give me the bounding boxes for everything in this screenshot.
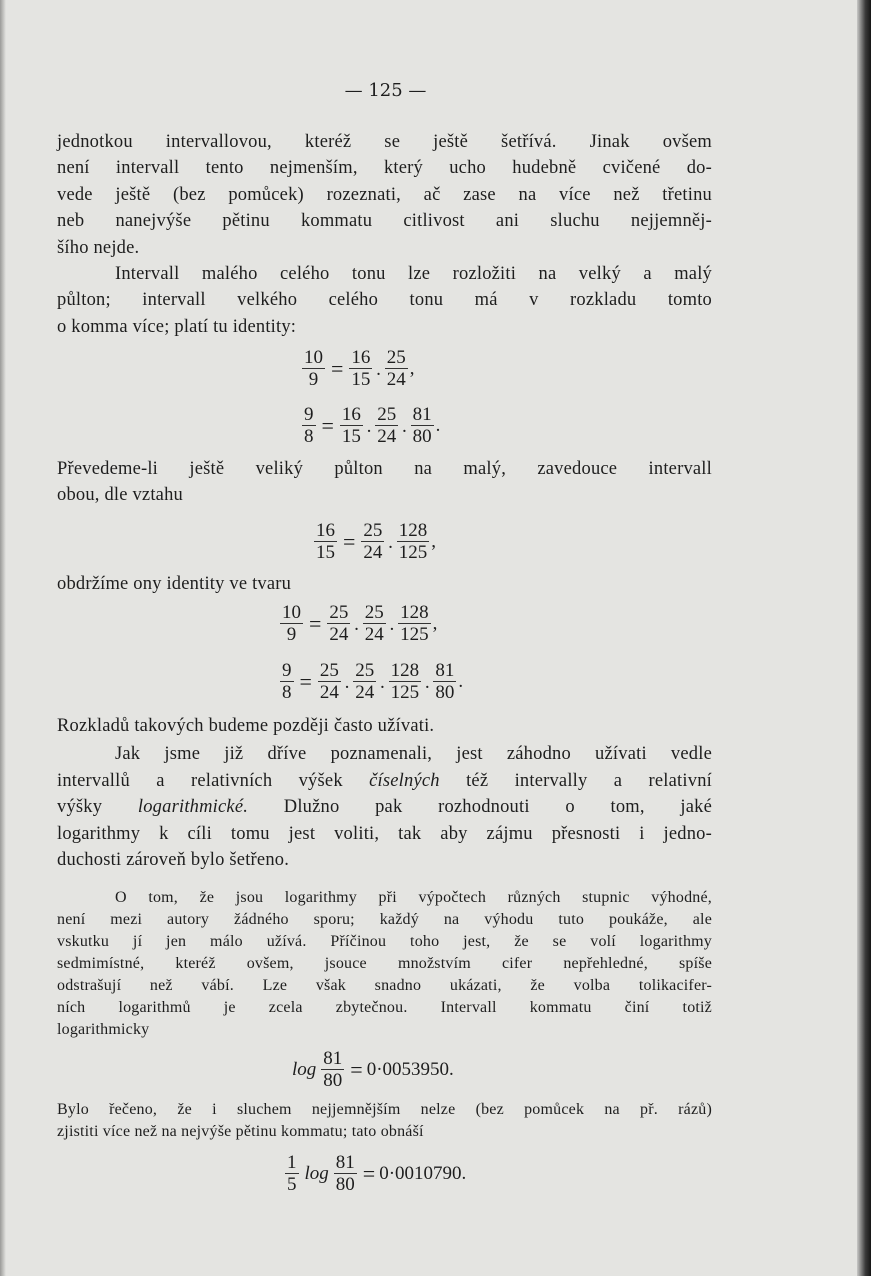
math-term: 80 [412,426,432,447]
math-term: 25 [355,660,375,681]
math-term: · [343,676,351,698]
text-line: šího nejde. [57,238,140,258]
math-term: 15 [341,426,361,447]
math-term: 24 [355,682,375,703]
math-term: · [365,420,373,442]
fraction [389,660,422,703]
math-term: = [331,355,344,381]
math-term: 25 [363,520,383,541]
math-term: 8 [282,682,292,703]
text-span: intervallů a relativních výšek [57,771,370,791]
math-term: 24 [319,682,339,703]
math-term: 25 [329,602,349,623]
text-span: výšky [57,797,138,817]
math-term: = [343,528,356,554]
math-term: 128 [398,520,428,541]
math-term: 1 [287,1152,297,1173]
small-text-line: zjistiti více než na nejvýše pětinu kommatu; tato obnáší [57,1123,424,1140]
scan-edge-right [857,0,871,1276]
text-line: není intervall tento nejmenším, který ucho hudebně cvičené do- [57,158,712,178]
math-term: 81 [435,660,455,681]
math-term: 25 [377,404,397,425]
fraction [280,660,294,703]
math-term: = [309,610,322,636]
math-term: log [292,1058,317,1080]
fraction [318,660,341,703]
equation-1 [300,347,415,390]
fraction [433,660,456,703]
math-term: = [299,668,312,694]
math-term: 24 [386,369,406,390]
equation-5 [278,660,463,703]
math-term: 25 [319,660,339,681]
math-term: · [401,420,408,442]
math-term: 25 [364,602,384,623]
text-line: půlton; intervall velkého celého tonu má v rozkladu tomto [57,290,712,310]
text-span: číselných [369,771,440,791]
equation-3 [312,520,436,563]
math-term: 0·0010790. [379,1162,467,1184]
fraction [385,347,408,390]
text-line: Rozkladů takových budeme později často užívati. [57,716,435,736]
math-term: · [379,676,386,698]
text-line: neb nanejvýše pětinu kommatu citlivost ani sluchu nejjemněj- [57,211,712,231]
math-term: 81 [323,1048,343,1069]
small-text-line: Bylo řečeno, že i sluchem nejjemnějším nelze (bez pomůcek na př. rázů) [57,1101,712,1118]
small-text-line: logarithmicky [57,1021,150,1038]
text-line: jednotkou intervallovou, kteréž se ještě šetřívá. Jinak ovšem [57,132,712,152]
text-line: Jak jsme již dříve poznamenali, jest záhodno užívati vedle [115,744,712,764]
math-term: 80 [335,1174,355,1195]
text-span: též intervally a relativní [439,771,712,791]
math-term: 8 [304,426,314,447]
fraction [314,520,337,563]
math-term: 81 [335,1152,355,1173]
fraction [280,602,303,645]
fraction [327,602,350,645]
math-term: 10 [282,602,301,623]
math-term: · [387,536,394,558]
fraction [302,347,325,390]
scan-edge-left [0,0,6,1276]
fraction [353,660,376,703]
fraction [361,520,384,563]
text-line: o komma více; platí tu identity: [57,317,297,337]
text-line: duchosti zároveň bylo šetřeno. [57,850,290,870]
fraction [340,404,363,447]
math-term: = [362,1160,376,1186]
small-text-line: ních logarithmů je zcela zbytečnou. Intervall kommatu činí totiž [57,999,712,1016]
text-line [57,795,712,819]
math-term: 9 [282,660,292,681]
fraction [411,404,434,447]
math-term: 16 [351,347,371,368]
math-term: 5 [287,1174,297,1195]
math-term: 16 [341,404,361,425]
equation-4 [278,602,437,645]
fraction [397,520,430,563]
text-span: logarithmické. [137,797,249,817]
math-term: 16 [316,520,335,541]
text-line: obou, dle vztahu [57,485,183,505]
math-term: , [431,530,436,552]
math-term: 15 [351,369,371,390]
math-term: 125 [400,624,429,645]
text-line: Převedeme-li ještě veliký půlton na malý, zavedouce intervall [57,459,712,479]
text-span: Dlužno pak rozhodnouti o tom, jaké [248,797,712,817]
fraction [363,602,386,645]
text-line: vede ještě (bez pomůcek) rozeznati, ač zase na více než třetinu [57,185,712,205]
math-term: , [432,612,438,634]
small-text-line: vskutku jí jen málo užívá. Příčinou toho jest, že se volí logarithmy [57,933,712,950]
math-term: 25 [386,347,406,368]
math-term: = [350,1056,363,1082]
math-term: 0·0053950. [366,1058,454,1080]
math-term: 10 [304,347,323,368]
page-number: — 125 — [344,80,427,101]
math-term: 24 [329,624,349,645]
math-term: . [435,414,441,436]
math-term: 15 [316,542,335,563]
math-term: · [424,676,431,698]
math-term: 24 [364,624,384,645]
equation-2 [300,404,440,447]
math-term: 125 [398,542,428,563]
math-term: 128 [400,602,429,623]
math-term: 24 [363,542,383,563]
text-line: Intervall malého celého tonu lze rozložiti na velký a malý [115,264,712,284]
math-term: 9 [304,404,314,425]
math-term: = [321,412,334,438]
math-term: · [353,618,360,640]
equation-6 [292,1048,454,1091]
fraction [349,347,372,390]
math-term: , [409,357,415,379]
math-term: 80 [323,1070,343,1091]
math-term: 9 [286,624,297,645]
math-term: 80 [435,682,455,703]
math-term: · [388,618,396,640]
fraction [302,404,316,447]
small-text-line: odstrašují než vábí. Lze však snadno ukázati, že volba tolikacifer- [57,977,712,994]
text-line [57,769,712,793]
small-text-line: sedmimístné, kteréž ovšem, jsouce množstvím cifer nepřehledné, spíše [57,955,712,972]
math-term: . [458,670,464,692]
math-term: 128 [390,660,420,681]
fraction [321,1048,344,1091]
equation-7 [283,1152,466,1195]
fraction [285,1152,299,1195]
math-term: 24 [377,426,397,447]
small-text-line: není mezi autory žádného sporu; každý na výhodu tuto poukáže, ale [57,911,712,928]
small-text-line: O tom, že jsou logarithmy při výpočtech různých stupnic výhodné, [115,889,712,906]
math-term: 9 [308,369,319,390]
math-term: 81 [412,404,432,425]
math-term: · [375,363,382,385]
fraction [398,602,431,645]
text-line: obdržíme ony identity ve tvaru [57,574,292,594]
fraction [334,1152,357,1195]
math-term: log [304,1162,329,1184]
fraction [375,404,398,447]
math-term: 125 [390,682,420,703]
text-line: logarithmy k cíli tomu jest voliti, tak aby zájmu přesnosti i jedno- [57,824,712,844]
